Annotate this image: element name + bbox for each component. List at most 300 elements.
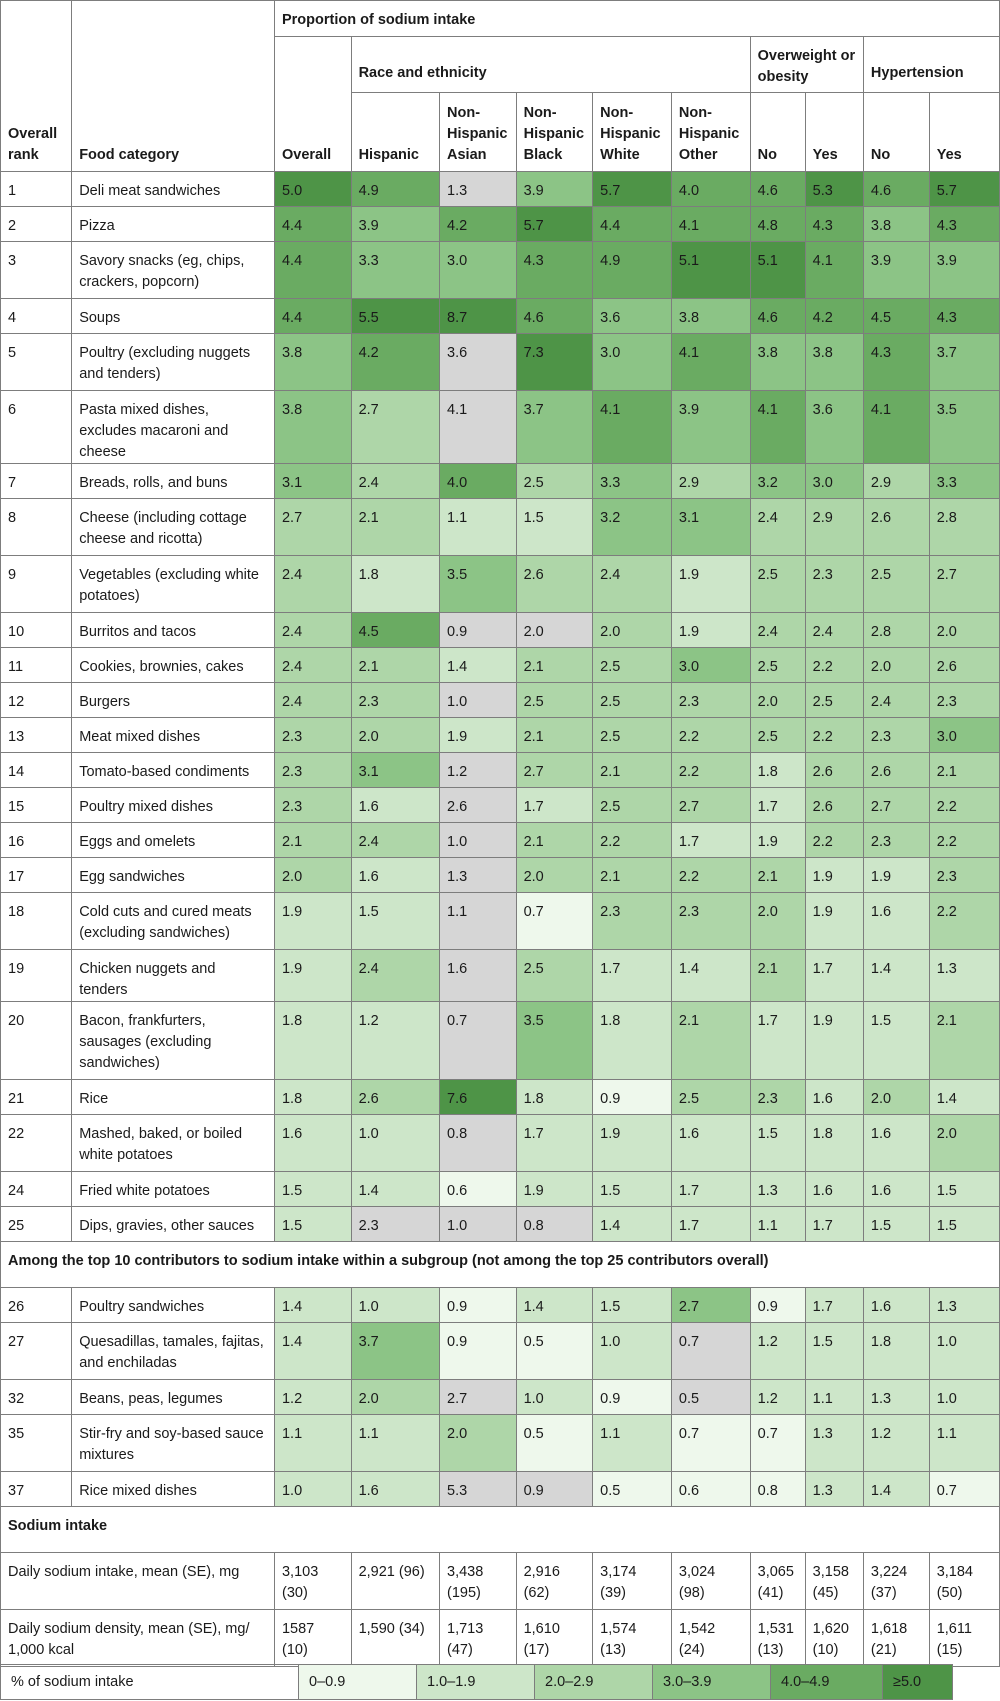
value-cell: 0.9 [593,1080,672,1115]
food-category-cell: Deli meat sandwiches [72,172,275,207]
food-category-cell: Poultry (excluding nuggets and tenders) [72,334,275,391]
rank-cell: 26 [1,1288,72,1323]
rank-cell: 32 [1,1380,72,1415]
value-cell: 2.4 [274,613,351,648]
value-cell: 1.3 [863,1380,929,1415]
value-cell: 2.4 [593,556,672,613]
value-cell: 2.2 [593,823,672,858]
value-cell: 2.4 [750,613,805,648]
value-cell: 4.3 [805,207,863,242]
food-category-cell: Poultry mixed dishes [72,788,275,823]
value-cell: 0.7 [516,893,593,950]
value-cell: 2.1 [750,950,805,1002]
value-cell: 1.2 [863,1415,929,1472]
value-cell: 3,224 (37) [863,1553,929,1610]
value-cell: 1.5 [593,1288,672,1323]
rank-cell: 19 [1,950,72,1002]
value-cell: 1.9 [863,858,929,893]
measure-label-cell: Daily sodium intake, mean (SE), mg [1,1553,275,1610]
value-cell: 2.3 [863,823,929,858]
value-cell: 3.7 [351,1323,439,1380]
value-cell: 3.8 [671,299,750,334]
value-cell: 2.2 [929,823,999,858]
value-cell: 0.9 [440,1323,517,1380]
value-cell: 1.7 [805,1288,863,1323]
food-category-cell: Poultry sandwiches [72,1288,275,1323]
value-cell: 2.1 [351,499,439,556]
food-category-cell: Bacon, frankfurters, sausages (excluding sandwiches) [72,1002,275,1080]
table-row [1,1323,1000,1380]
value-cell: 1.2 [274,1380,351,1415]
table-row [1,1002,1000,1080]
value-cell: 1.4 [863,950,929,1002]
food-category-cell: Meat mixed dishes [72,718,275,753]
value-cell: 4.4 [274,242,351,299]
value-cell: 0.9 [516,1472,593,1507]
value-cell: 2.1 [929,1002,999,1080]
table-row [1,1207,1000,1242]
header-race-ethnicity: Race and ethnicity [351,37,750,93]
value-cell: 4.4 [274,299,351,334]
value-cell: 1.5 [929,1172,999,1207]
value-cell: 4.3 [929,299,999,334]
rank-cell: 15 [1,788,72,823]
rank-cell: 9 [1,556,72,613]
value-cell: 2.3 [671,683,750,718]
value-cell: 1.3 [440,172,517,207]
value-cell: 3.7 [516,391,593,464]
food-category-cell: Dips, gravies, other sauces [72,1207,275,1242]
value-cell: 1.6 [351,1472,439,1507]
value-cell: 1.8 [750,753,805,788]
value-cell: 2.9 [863,464,929,499]
value-cell: 4.6 [516,299,593,334]
value-cell: 2.8 [929,499,999,556]
value-cell: 5.3 [440,1472,517,1507]
value-cell: 3.5 [440,556,517,613]
value-cell: 4.4 [593,207,672,242]
value-cell: 1.7 [516,1115,593,1172]
value-cell: 2.8 [863,613,929,648]
value-cell: 3,174 (39) [593,1553,672,1610]
table-row [1,1380,1000,1415]
table-row [1,1415,1000,1472]
value-cell: 1.4 [351,1172,439,1207]
value-cell: 1.5 [593,1172,672,1207]
value-cell: 1.8 [516,1080,593,1115]
value-cell: 1.4 [863,1472,929,1507]
value-cell: 0.8 [750,1472,805,1507]
food-category-cell: Cookies, brownies, cakes [72,648,275,683]
value-cell: 3.0 [671,648,750,683]
value-cell: 1.1 [440,499,517,556]
table-row [1,718,1000,753]
food-category-cell: Burritos and tacos [72,613,275,648]
value-cell: 1.6 [351,788,439,823]
food-category-cell: Soups [72,299,275,334]
value-cell: 1.6 [805,1172,863,1207]
value-cell: 3.0 [440,242,517,299]
value-cell: 1.3 [805,1472,863,1507]
value-cell: 5.1 [671,242,750,299]
rank-cell: 25 [1,1207,72,1242]
value-cell: 2.0 [750,893,805,950]
value-cell: 1.6 [351,858,439,893]
value-cell: 2.6 [351,1080,439,1115]
legend-bin: 1.0–1.9 [417,1665,535,1700]
value-cell: 0.8 [516,1207,593,1242]
value-cell: 0.9 [593,1380,672,1415]
value-cell: 1,590 (34) [351,1610,439,1667]
value-cell: 5.0 [274,172,351,207]
color-legend [0,1664,953,1700]
value-cell: 2.9 [671,464,750,499]
food-category-cell: Quesadillas, tamales, fajitas, and enchiladas [72,1323,275,1380]
table-row [1,893,1000,950]
value-cell: 1.6 [863,1288,929,1323]
value-cell: 5.5 [351,299,439,334]
value-cell: 2.0 [351,1380,439,1415]
value-cell: 4.9 [593,242,672,299]
value-cell: 1.3 [929,950,999,1002]
value-cell: 4.0 [440,464,517,499]
value-cell: 3.8 [750,334,805,391]
value-cell: 2.1 [516,823,593,858]
value-cell: 0.5 [671,1380,750,1415]
value-cell: 3,065 (41) [750,1553,805,1610]
value-cell: 5.7 [516,207,593,242]
value-cell: 2.3 [750,1080,805,1115]
header-hypertension: Hypertension [863,37,999,93]
value-cell: 3.5 [516,1002,593,1080]
value-cell: 0.6 [440,1172,517,1207]
table-row [1,207,1000,242]
value-cell: 3.7 [929,334,999,391]
header-overall: Overall [274,37,351,172]
value-cell: 1.7 [671,823,750,858]
value-cell: 1.5 [863,1002,929,1080]
header-hispanic: Hispanic [351,93,439,172]
value-cell: 0.6 [671,1472,750,1507]
value-cell: 2.7 [274,499,351,556]
value-cell: 1.7 [671,1207,750,1242]
value-cell: 2.5 [516,683,593,718]
rank-cell: 6 [1,391,72,464]
value-cell: 2.5 [593,683,672,718]
food-category-cell: Mashed, baked, or boiled white potatoes [72,1115,275,1172]
value-cell: 4.0 [671,172,750,207]
value-cell: 2.0 [351,718,439,753]
value-cell: 2.0 [440,1415,517,1472]
value-cell: 4.1 [593,391,672,464]
value-cell: 5.1 [750,242,805,299]
value-cell: 1.7 [516,788,593,823]
value-cell: 4.9 [351,172,439,207]
rank-cell: 2 [1,207,72,242]
table-row [1,858,1000,893]
rank-cell: 22 [1,1115,72,1172]
value-cell: 1.9 [805,893,863,950]
food-category-cell: Pizza [72,207,275,242]
value-cell: 4.2 [351,334,439,391]
value-cell: 4.5 [351,613,439,648]
value-cell: 2.0 [516,858,593,893]
value-cell: 2.0 [516,613,593,648]
value-cell: 1.4 [593,1207,672,1242]
value-cell: 1.9 [805,1002,863,1080]
table-row [1,242,1000,299]
value-cell: 5.7 [929,172,999,207]
header-hypertension-no: No [863,93,929,172]
value-cell: 2.2 [805,718,863,753]
rank-cell: 14 [1,753,72,788]
header-overweight: Overweight or obesity [750,37,863,93]
value-cell: 0.9 [750,1288,805,1323]
value-cell: 2.6 [863,499,929,556]
value-cell: 4.3 [516,242,593,299]
value-cell: 1.4 [274,1323,351,1380]
food-category-cell: Stir-fry and soy-based sauce mixtures [72,1415,275,1472]
value-cell: 1.2 [750,1323,805,1380]
value-cell: 2.5 [593,718,672,753]
value-cell: 2.4 [351,464,439,499]
value-cell: 1.8 [805,1115,863,1172]
value-cell: 2.4 [805,613,863,648]
value-cell: 3.8 [274,391,351,464]
food-category-cell: Fried white potatoes [72,1172,275,1207]
value-cell: 1.1 [274,1415,351,1472]
table-row [1,648,1000,683]
value-cell: 4.3 [863,334,929,391]
value-cell: 1.6 [805,1080,863,1115]
table-row [1,788,1000,823]
value-cell: 2.4 [274,683,351,718]
value-cell: 2.4 [750,499,805,556]
value-cell: 1.5 [274,1207,351,1242]
rank-cell: 3 [1,242,72,299]
value-cell: 2.0 [593,613,672,648]
food-category-cell: Rice [72,1080,275,1115]
value-cell: 3,103 (30) [274,1553,351,1610]
table-row [1,823,1000,858]
value-cell: 1.4 [516,1288,593,1323]
table-row [1,613,1000,648]
table-row [1,1288,1000,1323]
value-cell: 2.0 [750,683,805,718]
value-cell: 4.4 [274,207,351,242]
rank-cell: 12 [1,683,72,718]
table-row [1,391,1000,464]
value-cell: 3.6 [805,391,863,464]
value-cell: 1.4 [929,1080,999,1115]
value-cell: 2.7 [351,391,439,464]
rank-cell: 16 [1,823,72,858]
value-cell: 1.0 [351,1288,439,1323]
value-cell: 4.1 [863,391,929,464]
rank-cell: 1 [1,172,72,207]
value-cell: 1.6 [440,950,517,1002]
value-cell: 5.3 [805,172,863,207]
value-cell: 4.5 [863,299,929,334]
header-overweight-no: No [750,93,805,172]
food-category-cell: Chicken nuggets and tenders [72,950,275,1002]
value-cell: 2.1 [351,648,439,683]
value-cell: 4.8 [750,207,805,242]
value-cell: 4.1 [440,391,517,464]
value-cell: 2,921 (96) [351,1553,439,1610]
value-cell: 4.1 [805,242,863,299]
value-cell: 1.5 [516,499,593,556]
table-row [1,464,1000,499]
value-cell: 1.7 [671,1172,750,1207]
value-cell: 1.8 [274,1002,351,1080]
value-cell: 2.2 [929,893,999,950]
value-cell: 1,531 (13) [750,1610,805,1667]
value-cell: 3.8 [274,334,351,391]
value-cell: 2.3 [805,556,863,613]
food-category-cell: Pasta mixed dishes, excludes macaroni and cheese [72,391,275,464]
value-cell: 1,713 (47) [440,1610,517,1667]
value-cell: 1.8 [351,556,439,613]
value-cell: 1.6 [863,1172,929,1207]
value-cell: 1.9 [274,893,351,950]
food-category-cell: Eggs and omelets [72,823,275,858]
rank-cell: 37 [1,1472,72,1507]
value-cell: 1.9 [805,858,863,893]
value-cell: 3.3 [351,242,439,299]
value-cell: 4.2 [805,299,863,334]
value-cell: 3.1 [274,464,351,499]
value-cell: 2.1 [516,718,593,753]
value-cell: 1.7 [593,950,672,1002]
value-cell: 2.5 [863,556,929,613]
value-cell: 1.9 [671,556,750,613]
subgroup-rows [1,1288,1000,1507]
subgroup-section [1,1242,1000,1288]
rank-cell: 27 [1,1323,72,1380]
value-cell: 1.1 [440,893,517,950]
value-cell: 0.5 [516,1415,593,1472]
value-cell: 2.7 [671,1288,750,1323]
value-cell: 1.9 [671,613,750,648]
value-cell: 1.4 [440,648,517,683]
value-cell: 3,158 (45) [805,1553,863,1610]
measure-label-cell: Daily sodium density, mean (SE), mg/ 1,000 kcal [1,1610,275,1667]
value-cell: 4.3 [929,207,999,242]
value-cell: 2.4 [863,683,929,718]
value-cell: 1.3 [440,858,517,893]
table-row [1,1080,1000,1115]
value-cell: 4.6 [750,172,805,207]
value-cell: 2.1 [593,753,672,788]
value-cell: 3.0 [805,464,863,499]
value-cell: 3.2 [750,464,805,499]
value-cell: 2.7 [863,788,929,823]
value-cell: 1.0 [440,683,517,718]
rank-cell: 11 [1,648,72,683]
value-cell: 2.5 [516,464,593,499]
table-row [1,334,1000,391]
value-cell: 1.9 [516,1172,593,1207]
value-cell: 4.1 [671,334,750,391]
value-cell: 1.3 [805,1415,863,1472]
rank-cell: 18 [1,893,72,950]
value-cell: 1,574 (13) [593,1610,672,1667]
value-cell: 3.9 [671,391,750,464]
table-row [1,172,1000,207]
value-cell: 2.7 [929,556,999,613]
header-food-category: Food category [72,1,275,172]
header-nh-asian: Non-Hispanic Asian [440,93,517,172]
value-cell: 2.5 [750,648,805,683]
value-cell: 1,620 (10) [805,1610,863,1667]
header-nh-white: Non-Hispanic White [593,93,672,172]
value-cell: 1.9 [274,950,351,1002]
value-cell: 3.9 [863,242,929,299]
value-cell: 2.4 [274,556,351,613]
rank-cell: 4 [1,299,72,334]
legend-bin: 3.0–3.9 [653,1665,771,1700]
value-cell: 8.7 [440,299,517,334]
value-cell: 4.6 [863,172,929,207]
value-cell: 1.6 [863,893,929,950]
value-cell: 1.7 [750,788,805,823]
food-category-cell: Cold cuts and cured meats (excluding sandwiches) [72,893,275,950]
value-cell: 2.5 [750,718,805,753]
value-cell: 1.1 [805,1380,863,1415]
value-cell: 2.2 [805,823,863,858]
value-cell: 0.5 [516,1323,593,1380]
value-cell: 1.5 [863,1207,929,1242]
header-hypertension-yes: Yes [929,93,999,172]
value-cell: 2.0 [863,648,929,683]
sodium-section [1,1507,1000,1553]
value-cell: 7.3 [516,334,593,391]
value-cell: 2.4 [351,823,439,858]
value-cell: 2.2 [805,648,863,683]
rank-cell: 13 [1,718,72,753]
value-cell: 2.7 [671,788,750,823]
header-nh-other: Non-Hispanic Other [671,93,750,172]
value-cell: 2.3 [274,753,351,788]
value-cell: 3.9 [929,242,999,299]
value-cell: 1.1 [929,1415,999,1472]
value-cell: 1.0 [274,1472,351,1507]
value-cell: 1.0 [440,1207,517,1242]
value-cell: 3.0 [593,334,672,391]
table-row [1,1553,1000,1610]
value-cell: 1,610 (17) [516,1610,593,1667]
table-row [1,1610,1000,1667]
table-row [1,1172,1000,1207]
table-row [1,499,1000,556]
value-cell: 2.3 [351,683,439,718]
table-row [1,556,1000,613]
value-cell: 4.6 [750,299,805,334]
value-cell: 0.7 [671,1415,750,1472]
value-cell: 0.9 [440,1288,517,1323]
food-category-cell: Burgers [72,683,275,718]
value-cell: 2.3 [274,788,351,823]
value-cell: 3.8 [863,207,929,242]
food-category-cell: Beans, peas, legumes [72,1380,275,1415]
value-cell: 1,611 (15) [929,1610,999,1667]
value-cell: 2.2 [929,788,999,823]
value-cell: 1.0 [516,1380,593,1415]
value-cell: 1.7 [750,1002,805,1080]
value-cell: 2.5 [593,788,672,823]
food-category-cell: Breads, rolls, and buns [72,464,275,499]
